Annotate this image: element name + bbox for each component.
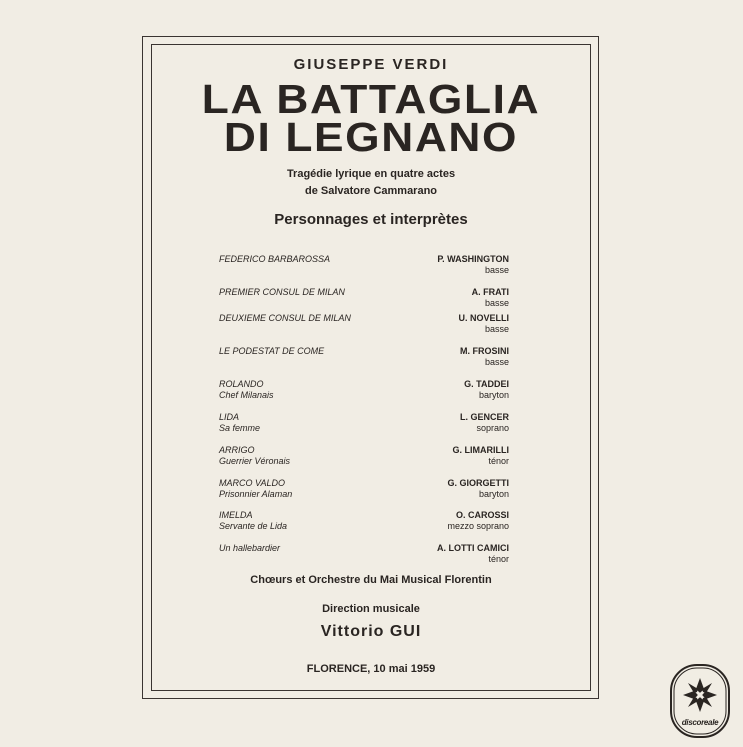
opera-title (133, 76, 608, 160)
singer-name: A. LOTTI CAMICI (437, 543, 509, 553)
voice-type: mezzo soprano (447, 521, 509, 531)
voice-type: ténor (488, 456, 509, 466)
label-name: discoreale (681, 718, 719, 727)
singer-name: P. WASHINGTON (437, 254, 509, 264)
cast-row (219, 254, 509, 287)
title-line-1: LA BATTAGLIA (201, 76, 541, 122)
role-description: Sa femme (219, 423, 261, 433)
voice-type: baryton (478, 489, 509, 499)
discoreale-logo-icon (669, 663, 731, 739)
role-name: FEDERICO BARBAROSSA (219, 254, 331, 264)
conductor-name: Vittorio GUI (320, 623, 422, 640)
role-name: ROLANDO (219, 379, 264, 389)
voice-type: basse (484, 357, 509, 367)
subtitle-line-1: Tragédie lyrique en quatre actes (286, 168, 456, 180)
role-description: Chef Milanais (219, 390, 274, 400)
composer-name: GIUSEPPE VERDI (293, 56, 449, 73)
role-name: DEUXIEME CONSUL DE MILAN (219, 313, 351, 323)
voice-type: soprano (476, 423, 509, 433)
role-name: Un hallebardier (219, 543, 281, 553)
role-description: Prisonnier Alaman (219, 489, 293, 499)
title-line-2: DI LEGNANO (223, 114, 519, 160)
cast-row (219, 313, 509, 346)
voice-type: baryton (478, 390, 509, 400)
singer-name: G. TADDEI (464, 379, 509, 389)
role-name: ARRIGO (219, 445, 255, 455)
role-description: Servante de Lida (219, 521, 288, 531)
cast-row (219, 543, 509, 569)
singer-name: A. FRATI (471, 287, 509, 297)
voice-type: basse (484, 324, 509, 334)
direction-label: Direction musicale (322, 603, 420, 615)
cast-heading: Personnages et interprètes (274, 211, 468, 228)
cast-row (219, 346, 509, 379)
role-name: PREMIER CONSUL DE MILAN (219, 287, 345, 297)
role-name: LE PODESTAT DE COME (219, 346, 325, 356)
subtitle (151, 166, 591, 200)
singer-name: G. LIMARILLI (452, 445, 509, 455)
role-name: MARCO VALDO (219, 478, 286, 488)
cast-row (219, 510, 509, 543)
singer-name: L. GENCER (459, 412, 509, 422)
voice-type: basse (484, 265, 509, 275)
subtitle-line-2: de Salvatore Cammarano (304, 185, 438, 197)
role-name: IMELDA (219, 510, 253, 520)
cast-list (219, 254, 509, 569)
singer-name: O. CAROSSI (455, 510, 509, 520)
singer-name: G. GIORGETTI (447, 478, 509, 488)
cast-row (219, 379, 509, 412)
role-description: Guerrier Véronais (219, 456, 291, 466)
singer-name: U. NOVELLI (458, 313, 509, 323)
cast-row (219, 287, 509, 313)
cast-row (219, 445, 509, 478)
cast-row (219, 478, 509, 510)
cast-row (219, 412, 509, 445)
orchestra-credit: Chœurs et Orchestre du Mai Musical Florentin (250, 574, 492, 586)
place-date: FLORENCE, 10 mai 1959 (306, 663, 436, 675)
singer-name: M. FROSINI (460, 346, 509, 356)
role-name: LIDA (219, 412, 240, 422)
voice-type: ténor (488, 554, 509, 564)
voice-type: basse (484, 298, 509, 308)
